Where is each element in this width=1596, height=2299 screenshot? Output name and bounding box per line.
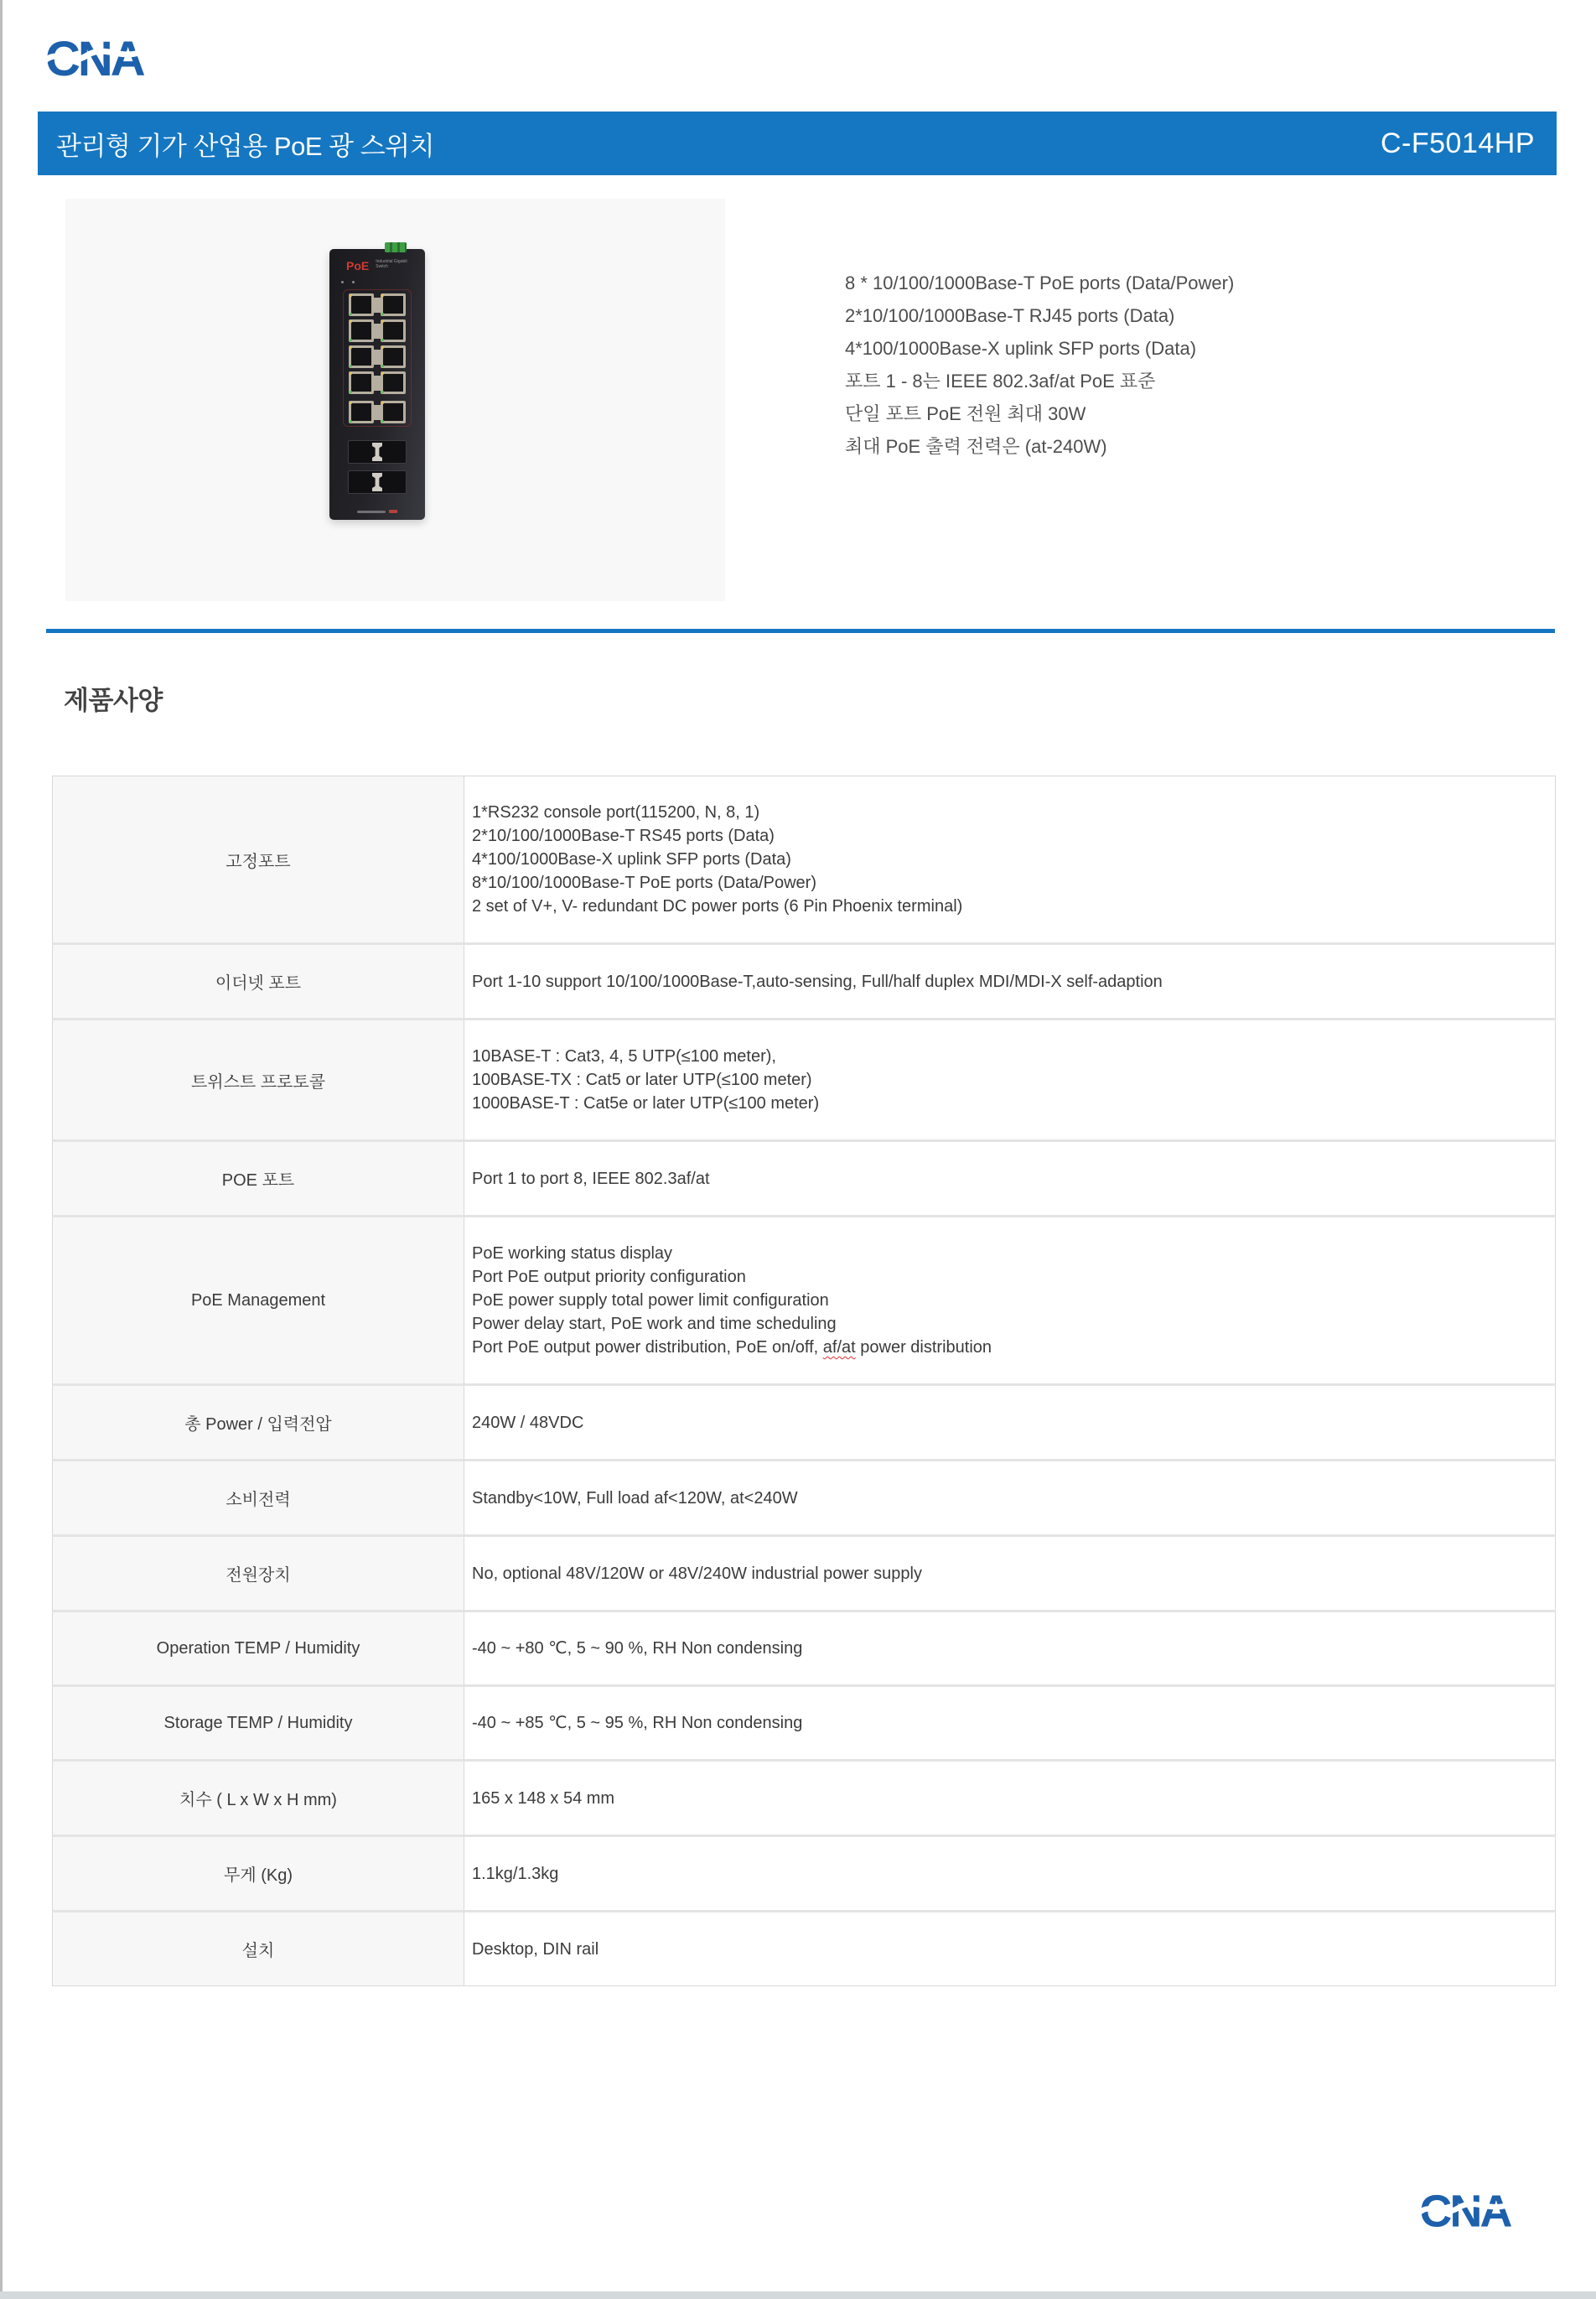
rj45-port xyxy=(349,345,374,368)
device-footer-print xyxy=(329,510,425,513)
spec-label-cell: 트위스트 프로토콜 xyxy=(52,1020,464,1142)
port-bezel-link xyxy=(374,350,381,365)
spec-value-cell xyxy=(464,1837,1556,1912)
sfp-clip-icon xyxy=(372,473,382,491)
rj45-port-row xyxy=(348,319,407,342)
sfp-slot-2 xyxy=(348,470,407,494)
rj45-port xyxy=(349,401,374,423)
rj45-port xyxy=(349,319,374,342)
cna-logo xyxy=(44,23,149,94)
spec-value-line: PoE working status display xyxy=(472,1244,673,1263)
sfp-slot-1 xyxy=(348,440,407,464)
spec-value-line: Port PoE output priority configuration xyxy=(472,1268,746,1286)
led-indicator xyxy=(350,402,352,404)
led-indicator xyxy=(350,372,352,375)
rj45-port xyxy=(381,319,406,342)
spec-value-line: 1000BASE-T : Cat5e or later UTP(≤100 meter) xyxy=(472,1094,820,1113)
feature-line: 포트 1 - 8는 IEEE 802.3af/at PoE 표준 xyxy=(845,371,1156,392)
port-bezel-link xyxy=(374,376,381,391)
spec-value-cell xyxy=(464,1687,1556,1762)
spec-row xyxy=(52,1762,1556,1837)
spec-label-cell: POE 포트 xyxy=(52,1142,464,1217)
product-image-box xyxy=(65,199,725,601)
spec-label-cell: 고정포트 xyxy=(52,776,464,945)
page-title: 관리형 기가 산업용 PoE 광 스위치 xyxy=(56,131,435,161)
spec-row xyxy=(52,1912,1556,1986)
spec-value-line: 100BASE-TX : Cat5 or later UTP(≤100 meter) xyxy=(472,1071,812,1089)
rj45-port-row xyxy=(348,345,407,368)
spec-label-cell: Operation TEMP / Humidity xyxy=(52,1612,464,1687)
spec-value-line: Standby<10W, Full load af<120W, at<240W xyxy=(472,1488,798,1508)
feature-list xyxy=(845,267,1234,463)
spec-value-cell xyxy=(464,945,1556,1020)
led-indicator xyxy=(350,365,352,367)
spec-value-line: -40 ~ +80 ℃, 5 ~ 90 %, RH Non condensing xyxy=(472,1639,803,1658)
rj45-port xyxy=(349,371,374,394)
spec-value-line: Desktop, DIN rail xyxy=(472,1939,599,1959)
rj45-port xyxy=(349,293,374,316)
port-bezel-link xyxy=(374,405,381,420)
spec-row xyxy=(52,1461,1556,1537)
spec-row xyxy=(52,1687,1556,1762)
spec-row xyxy=(52,776,1556,945)
spec-label-cell: 무게 (Kg) xyxy=(52,1837,464,1912)
device-header xyxy=(346,259,418,272)
rj45-port-row xyxy=(348,401,407,423)
spec-value-cell xyxy=(464,1142,1556,1217)
sfp-clip-icon xyxy=(372,443,382,461)
spec-value-cell xyxy=(464,1217,1556,1386)
led-indicator xyxy=(381,372,384,375)
spec-label-cell: 총 Power / 입력전압 xyxy=(52,1386,464,1461)
device-sublabel: Industrial Gigabit Switch xyxy=(376,259,407,269)
page-left-edge xyxy=(0,0,3,2299)
device-status-leds xyxy=(341,281,355,283)
spec-label-cell: 치수 ( L x W x H mm) xyxy=(52,1762,464,1837)
spec-row xyxy=(52,1142,1556,1217)
rj45-port-row xyxy=(348,371,407,394)
terminal-block xyxy=(385,242,407,252)
spec-label-cell: 설치 xyxy=(52,1912,464,1986)
rj45-port-row xyxy=(348,293,407,316)
header-bar xyxy=(38,112,1557,175)
spec-row xyxy=(52,945,1556,1020)
spec-value-segment: Port PoE output power distribution, PoE on/off, xyxy=(472,1338,823,1357)
spec-value-line: No, optional 48V/120W or 48V/240W industrial power supply xyxy=(472,1564,922,1583)
switch-device-photo xyxy=(329,249,425,520)
device-poe-label: PoE xyxy=(346,259,370,272)
led-indicator xyxy=(350,320,352,323)
rj45-port xyxy=(381,345,406,368)
led-indicator xyxy=(350,294,352,297)
feature-line: 4*100/1000Base-X uplink SFP ports (Data) xyxy=(845,338,1197,359)
spec-value-line: Port 1 to port 8, IEEE 802.3af/at xyxy=(472,1169,710,1188)
led-indicator xyxy=(381,420,384,423)
port-bezel-link xyxy=(374,298,381,313)
led-indicator xyxy=(350,346,352,349)
spec-value-cell xyxy=(464,1612,1556,1687)
rj45-port-block xyxy=(343,289,412,427)
spec-value-line: 1*RS232 console port(115200, N, 8, 1) xyxy=(472,803,760,822)
led-indicator xyxy=(381,346,384,349)
spec-value-line xyxy=(472,1336,1543,1359)
spec-value-line: 1.1kg/1.3kg xyxy=(472,1864,559,1883)
spec-value-line: Port 1-10 support 10/100/1000Base-T,auto-sensing, Full/half duplex MDI/MDI-X self-adaption xyxy=(472,972,1163,991)
led-indicator xyxy=(381,402,384,404)
spec-value-cell xyxy=(464,1386,1556,1461)
spec-table xyxy=(52,776,1556,1986)
spec-value-line: Power delay start, PoE work and time scheduling xyxy=(472,1315,837,1333)
spec-row xyxy=(52,1217,1556,1386)
spec-row xyxy=(52,1837,1556,1912)
spec-label-cell: Storage TEMP / Humidity xyxy=(52,1687,464,1762)
spec-value-line: -40 ~ +85 ℃, 5 ~ 95 %, RH Non condensing xyxy=(472,1714,803,1732)
spec-value-line: 165 x 148 x 54 mm xyxy=(472,1788,615,1808)
cna-logo-text: CNA xyxy=(45,32,143,86)
spec-label-cell: 이더넷 포트 xyxy=(52,945,464,1020)
led-indicator xyxy=(381,320,384,323)
feature-line: 8 * 10/100/1000Base-T PoE ports (Data/Power) xyxy=(845,272,1235,293)
spec-value-cell xyxy=(464,776,1556,945)
led-indicator xyxy=(381,339,384,341)
spec-value-line: 10BASE-T : Cat3, 4, 5 UTP(≤100 meter), xyxy=(472,1047,776,1066)
spec-label-cell: PoE Management xyxy=(52,1217,464,1386)
spec-row xyxy=(52,1612,1556,1687)
feature-line: 최대 PoE 출력 전력은 (at-240W) xyxy=(845,436,1107,457)
led-indicator xyxy=(381,365,384,367)
spec-value-line: 2*10/100/1000Base-T RS45 ports (Data) xyxy=(472,827,775,845)
spec-label-cell: 소비전력 xyxy=(52,1461,464,1537)
led-indicator xyxy=(350,313,352,315)
spec-value-cell xyxy=(464,1461,1556,1537)
spec-label-cell: 전원장치 xyxy=(52,1537,464,1612)
spec-value-cell xyxy=(464,1762,1556,1837)
spec-value-cell xyxy=(464,1020,1556,1142)
section-divider xyxy=(46,629,1555,633)
led-indicator xyxy=(350,339,352,341)
port-bezel-link xyxy=(374,324,381,339)
spec-value-line: 240W / 48VDC xyxy=(472,1413,584,1432)
feature-line: 단일 포트 PoE 전원 최대 30W xyxy=(845,403,1086,424)
spec-value-line: 8*10/100/1000Base-T PoE ports (Data/Power) xyxy=(472,874,816,892)
rj45-port xyxy=(381,371,406,394)
feature-line: 2*10/100/1000Base-T RJ45 ports (Data) xyxy=(845,305,1175,326)
spec-row xyxy=(52,1020,1556,1142)
led-indicator xyxy=(381,391,384,393)
spec-value-cell xyxy=(464,1537,1556,1612)
spec-row xyxy=(52,1386,1556,1461)
led-indicator xyxy=(350,391,352,393)
spec-value-line: 4*100/1000Base-X uplink SFP ports (Data) xyxy=(472,850,791,869)
spec-value-line: PoE power supply total power limit configuration xyxy=(472,1291,829,1310)
cna-logo-footer xyxy=(1412,2178,1522,2244)
spec-value-line: 2 set of V+, V- redundant DC power ports (6 Pin Phoenix terminal) xyxy=(472,897,963,916)
rj45-port xyxy=(381,401,406,423)
led-indicator xyxy=(381,294,384,297)
spec-row xyxy=(52,1537,1556,1612)
model-number: C-F5014HP xyxy=(1380,127,1535,159)
section-title: 제품사양 xyxy=(64,686,163,715)
led-indicator xyxy=(381,313,384,315)
cna-logo-text: CNA xyxy=(1419,2186,1510,2237)
spellcheck-marked-text: af/at xyxy=(822,1338,856,1357)
page-bottom-edge xyxy=(0,2291,1596,2299)
rj45-port xyxy=(381,293,406,316)
spec-value-segment: power distribution xyxy=(855,1338,992,1357)
led-indicator xyxy=(350,420,352,423)
spec-value-cell xyxy=(464,1912,1556,1986)
